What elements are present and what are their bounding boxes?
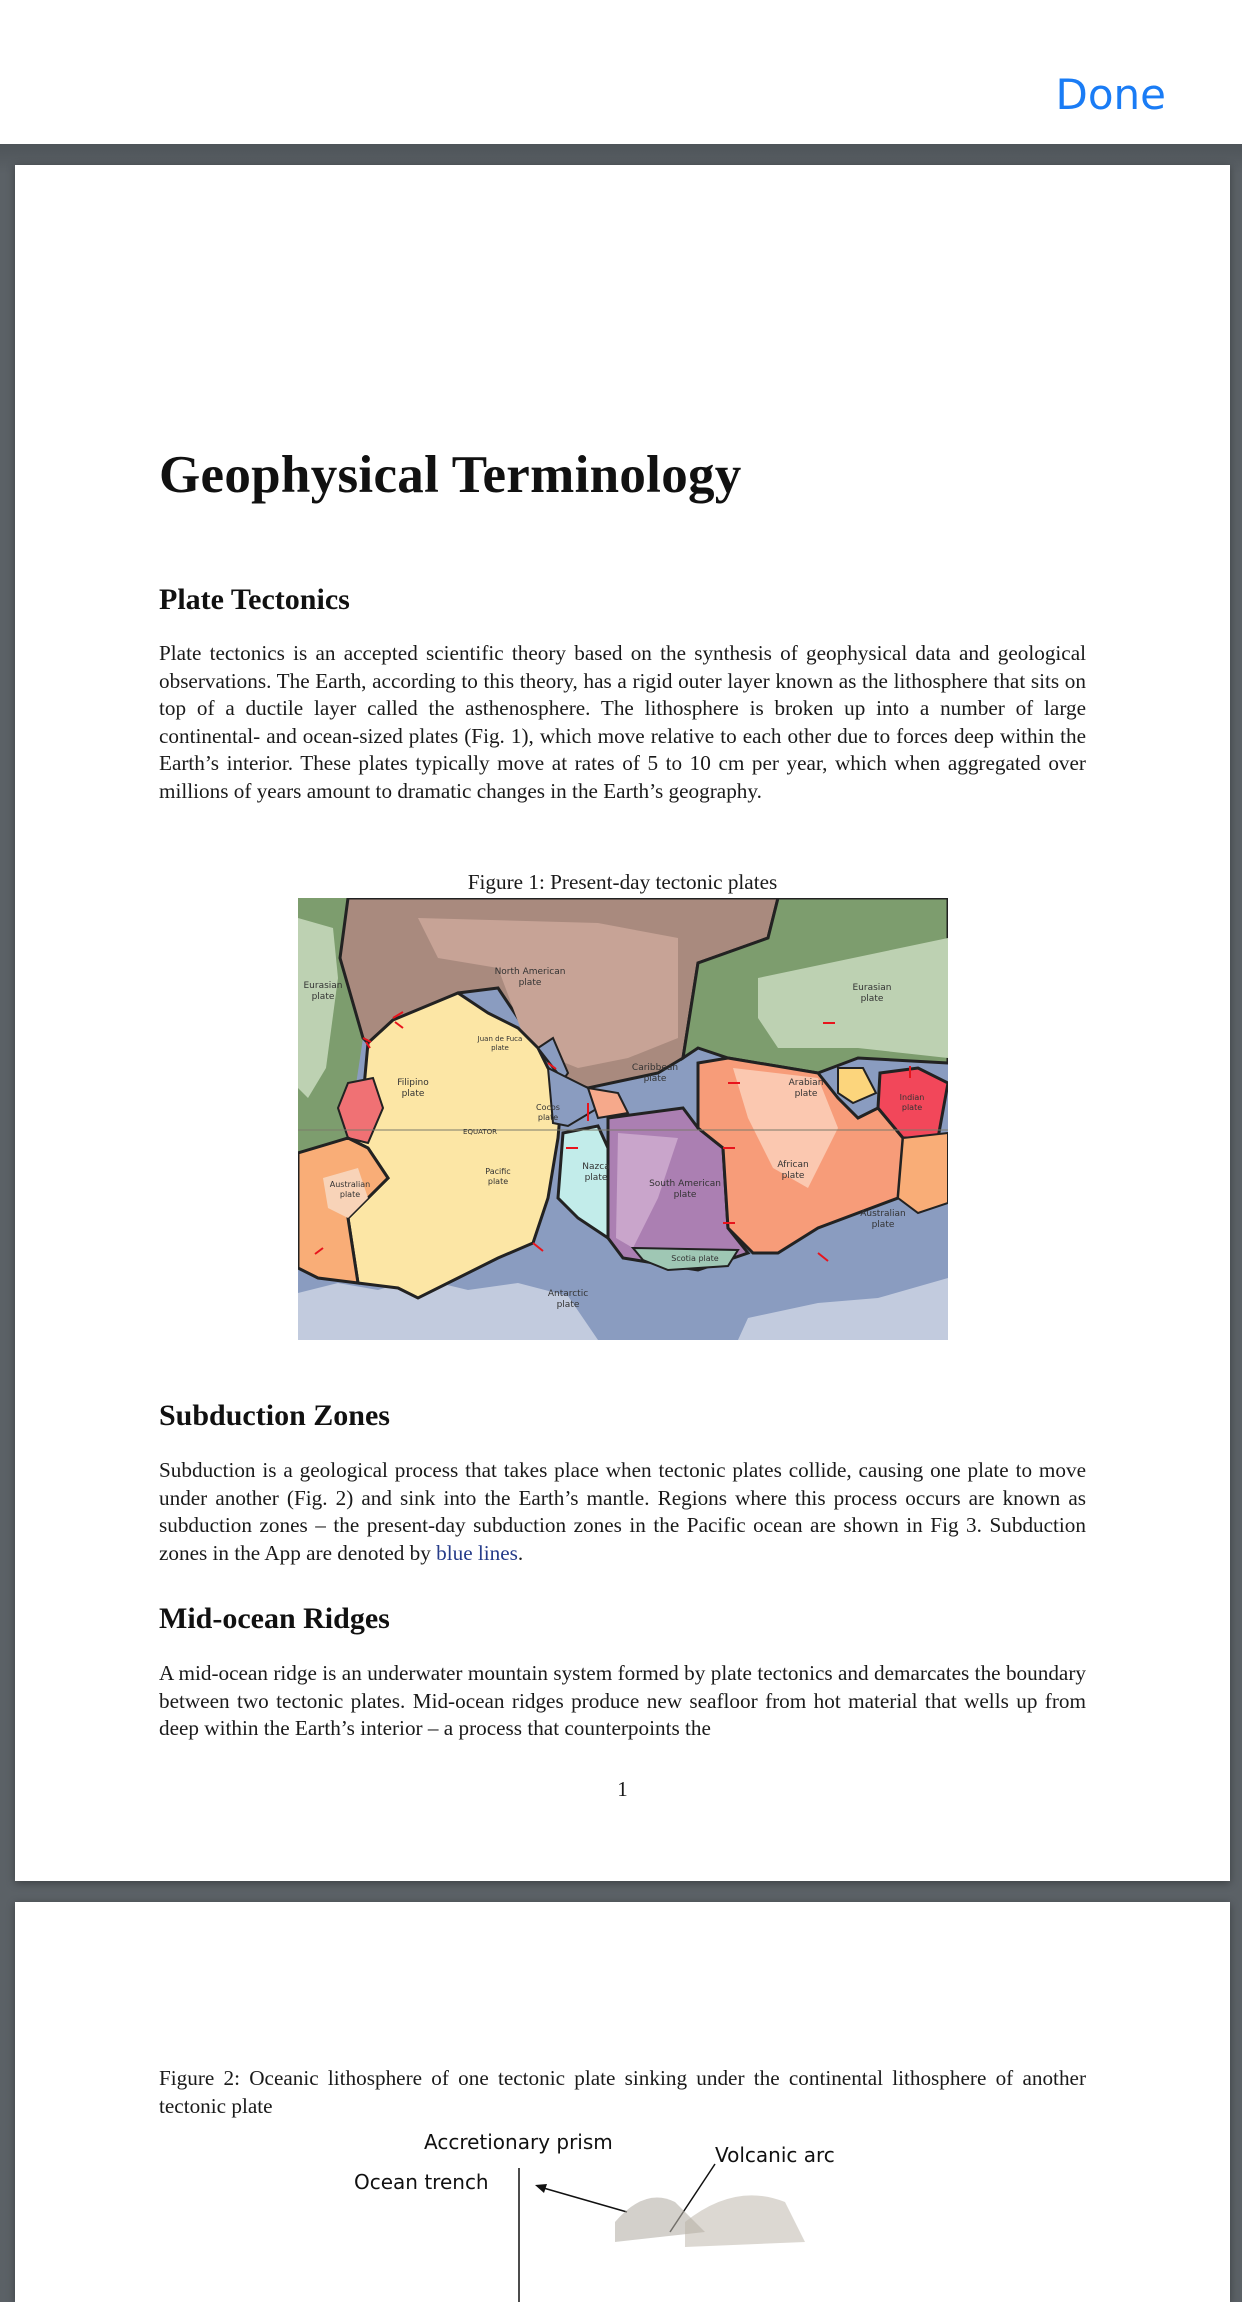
label-eurasian-east-1: Eurasian xyxy=(852,983,892,993)
label-juan-de-fuca-2: plate xyxy=(491,1044,509,1052)
label-juan-de-fuca-1: Juan de Fuca xyxy=(477,1035,523,1043)
label-ocean-trench: Ocean trench xyxy=(354,2170,489,2194)
label-accretionary-prism: Accretionary prism xyxy=(424,2130,613,2154)
pdf-page-1 xyxy=(15,165,1230,1881)
ocean-trench-arrowhead xyxy=(535,2184,547,2193)
label-north-american-2: plate xyxy=(518,978,542,988)
label-african-1: African xyxy=(777,1160,809,1170)
australian-plate-east xyxy=(898,1133,948,1213)
label-australian-east-2: plate xyxy=(871,1220,895,1230)
label-antarctic-2: plate xyxy=(556,1300,580,1310)
section-body-mid-ocean-ridges: A mid-ocean ridge is an underwater mountain system formed by plate tectonics and demarcates the boundary between two tectonic plates. Mid-ocean ridges produce new seafloor from hot material that wells up from deep within the Earth’s interior – a process that counterpoints the xyxy=(159,1661,1086,1741)
ocean-trench-arrow xyxy=(540,2187,627,2212)
label-nazca-2: plate xyxy=(584,1173,608,1183)
label-indian-1: Indian xyxy=(899,1093,925,1102)
label-filipino-2: plate xyxy=(401,1089,425,1099)
label-eurasian-east-2: plate xyxy=(860,994,884,1004)
label-arabian-1: Arabian xyxy=(788,1078,824,1088)
label-arabian-2: plate xyxy=(794,1089,818,1099)
label-caribbean-2: plate xyxy=(643,1074,667,1084)
section-heading-plate-tectonics: Plate Tectonics xyxy=(159,583,350,616)
label-antarctic-1: Antarctic xyxy=(547,1289,589,1299)
subduction-text-end: . xyxy=(517,1540,524,1565)
label-caribbean-1: Caribbean xyxy=(631,1063,679,1073)
section-heading-mid-ocean-ridges: Mid-ocean Ridges xyxy=(159,1602,390,1635)
equator-label: EQUATOR xyxy=(463,1128,497,1136)
section-body-subduction-zones xyxy=(159,1457,1086,1567)
subduction-text: Subduction is a geological process that takes place when tectonic plates collide, causing one plate to move under another (Fig. 2) and sink into the Earth’s mantle. Regions where this process occurs are known as subduction zones – the present-day subduction zones in the Pacific ocean are shown in Fig 3. Subduction zones in the App are denoted by xyxy=(159,1458,1086,1565)
subduction-diagram-lines xyxy=(15,1902,1230,2302)
label-pacific-2: plate xyxy=(487,1177,509,1186)
label-eurasian-west-2: plate xyxy=(311,992,335,1002)
label-nazca-1: Nazca xyxy=(582,1162,610,1172)
label-australian-west-1: Australian xyxy=(329,1180,371,1189)
label-scotia: Scotia plate xyxy=(671,1254,719,1263)
document-viewer[interactable] xyxy=(0,144,1242,2208)
done-button[interactable]: Done xyxy=(1055,70,1166,119)
label-cocos-2: plate xyxy=(537,1113,559,1122)
pdf-page-2 xyxy=(15,1902,1230,2302)
section-heading-subduction-zones: Subduction Zones xyxy=(159,1399,390,1432)
figure-2-caption: Figure 2: Oceanic lithosphere of one tectonic plate sinking under the continental lithosphere of another tectonic plate xyxy=(159,2066,1086,2118)
label-south-american-2: plate xyxy=(673,1190,697,1200)
label-australian-west-2: plate xyxy=(339,1190,361,1199)
figure-1-caption: Figure 1: Present-day tectonic plates xyxy=(467,870,778,894)
map-svg xyxy=(298,898,948,1340)
label-eurasian-west-1: Eurasian xyxy=(303,981,343,991)
volcano-shape-2 xyxy=(685,2195,805,2247)
label-north-american-1: North American xyxy=(494,967,566,977)
label-pacific-1: Pacific xyxy=(485,1167,511,1176)
tectonic-plates-map xyxy=(298,898,948,1340)
label-australian-east-1: Australian xyxy=(860,1209,906,1219)
page-number: 1 xyxy=(617,1777,628,1801)
label-volcanic-arc: Volcanic arc xyxy=(715,2143,835,2167)
document-title: Geophysical Terminology xyxy=(159,446,742,504)
label-african-2: plate xyxy=(781,1171,805,1181)
label-indian-2: plate xyxy=(901,1103,923,1112)
label-filipino-1: Filipino xyxy=(397,1078,429,1088)
label-cocos-1: Cocos xyxy=(536,1103,560,1112)
label-south-american-1: South American xyxy=(649,1179,721,1189)
blue-lines-link[interactable]: blue lines xyxy=(436,1540,518,1565)
top-bar xyxy=(0,0,1242,144)
section-body-plate-tectonics: Plate tectonics is an accepted scientific theory based on the synthesis of geophysical data and geological observations. The Earth, according to this theory, has a rigid outer layer known as the lithosphere that sits on top of a ductile layer called the asthenosphere. The lithosphere is broken up into a number of large continental- and ocean-sized plates (Fig. 1), which move relative to each other due to forces deep within the Earth’s interior. These plates typically move at rates of 5 to 10 cm per year, which when aggregated over millions of years amount to dramatic changes in the Earth’s geography. xyxy=(159,641,1086,803)
